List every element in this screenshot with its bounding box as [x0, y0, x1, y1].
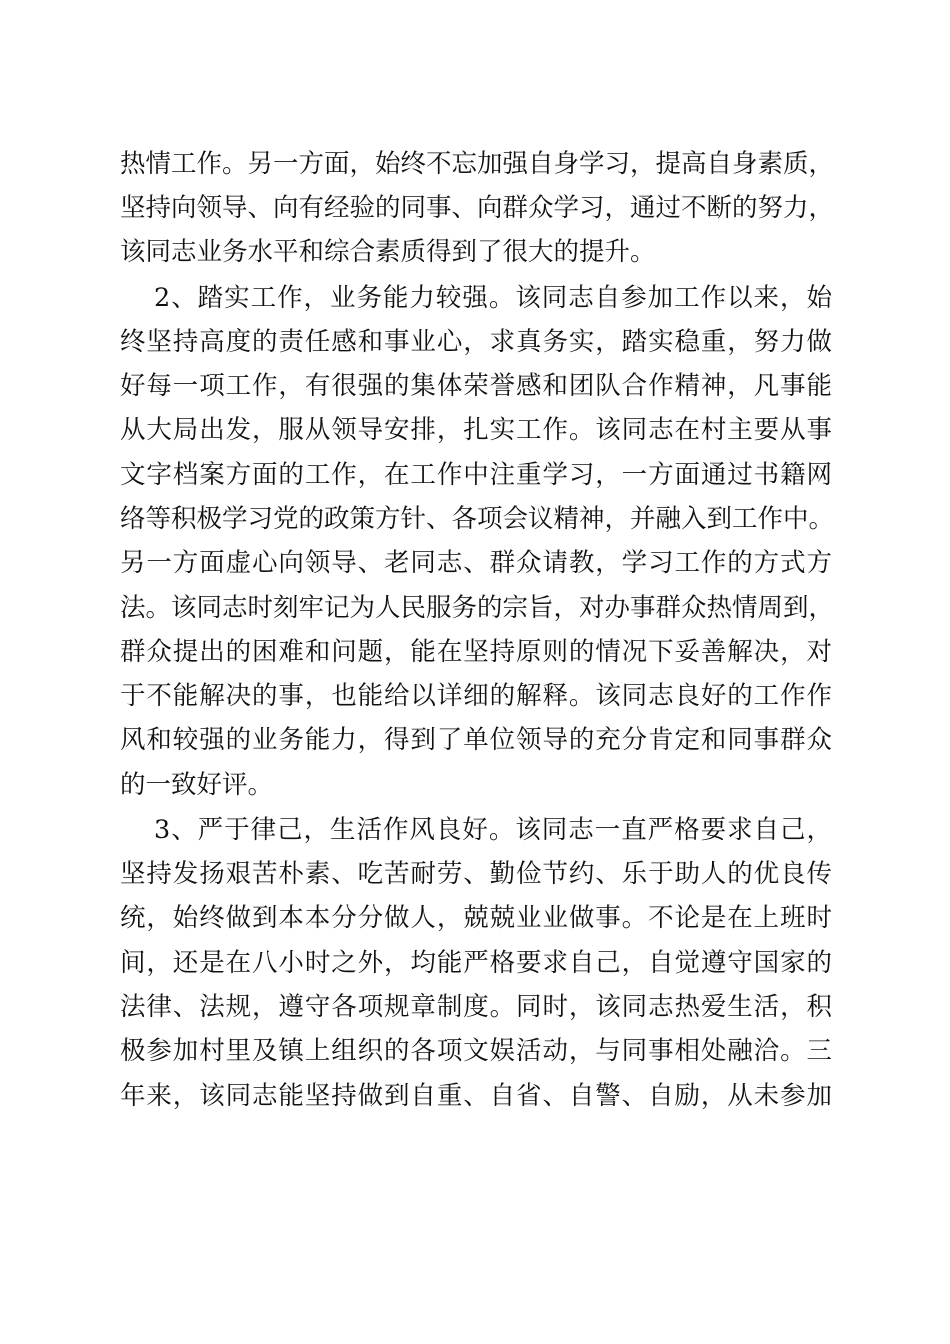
text-line: 该同志业务水平和综合素质得到了很大的提升。	[120, 237, 656, 267]
text-line: 统，始终做到本本分分做人，兢兢业业做事。不论是在上班时	[120, 903, 832, 933]
text-line: 年来，该同志能坚持做到自重、自省、自警、自励，从未参加	[120, 1081, 832, 1111]
text-line: 坚持发扬艰苦朴素、吃苦耐劳、勤俭节约、乐于助人的优良传	[120, 859, 832, 889]
text-line: 的一致好评。	[120, 770, 274, 800]
text-line: 极参加村里及镇上组织的各项文娱活动，与同事相处融洽。三	[120, 1036, 832, 1066]
text-line: 法。该同志时刻牢记为人民服务的宗旨，对办事群众热情周到，	[120, 593, 835, 623]
text-line: 法律、法规，遵守各项规章制度。同时，该同志热爱生活，积	[120, 992, 832, 1022]
text-line: 络等积极学习党的政策方针、各项会议精神，并融入到工作中。	[120, 504, 835, 534]
text-line: 风和较强的业务能力，得到了单位领导的充分肯定和同事群众	[120, 725, 832, 755]
text-line: 热情工作。另一方面，始终不忘加强自身学习，提高自身素质，	[120, 149, 835, 179]
text-line: 另一方面虚心向领导、老同志、群众请教，学习工作的方式方	[120, 548, 832, 578]
paragraph-3-first-line: 3、严于律己，生活作风良好。该同志一直严格要求自己，	[154, 815, 832, 845]
text-line: 群众提出的困难和问题，能在坚持原则的情况下妥善解决，对	[120, 637, 832, 667]
text-line: 于不能解决的事，也能给以详细的解释。该同志良好的工作作	[120, 681, 832, 711]
text-line: 坚持向领导、向有经验的同事、向群众学习，通过不断的努力，	[120, 193, 835, 223]
text-line: 好每一项工作，有很强的集体荣誉感和团队合作精神，凡事能	[120, 371, 832, 401]
text-line: 文字档案方面的工作，在工作中注重学习，一方面通过书籍网	[120, 460, 832, 490]
text-line: 间，还是在八小时之外，均能严格要求自己，自觉遵守国家的	[120, 948, 832, 978]
paragraph-2-first-line: 2、踏实工作，业务能力较强。该同志自参加工作以来，始	[154, 283, 832, 313]
text-line: 从大局出发，服从领导安排，扎实工作。该同志在村主要从事	[120, 415, 832, 445]
text-line: 终坚持高度的责任感和事业心，求真务实，踏实稳重，努力做	[120, 327, 832, 357]
